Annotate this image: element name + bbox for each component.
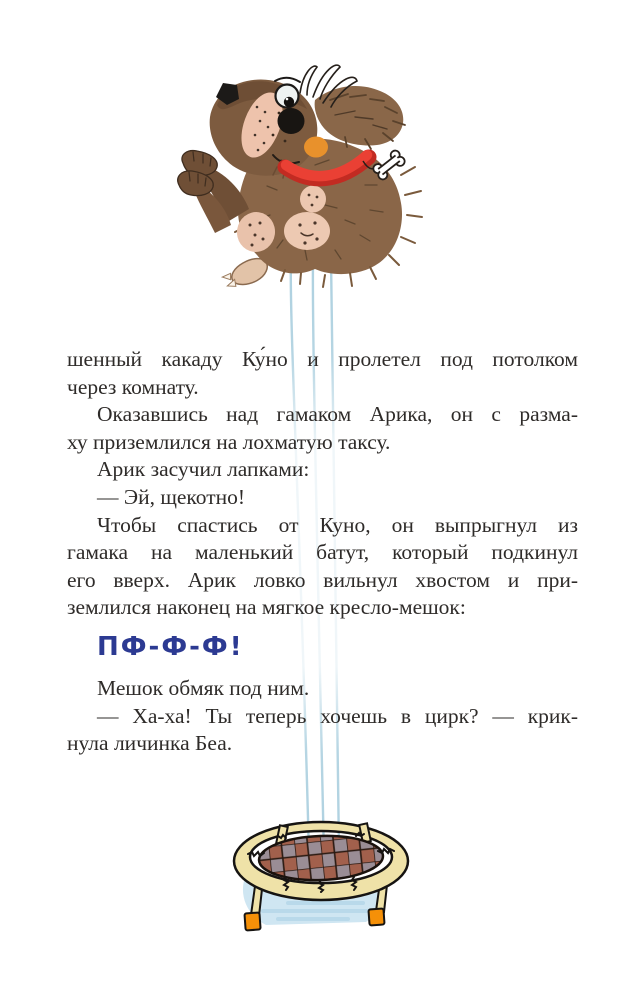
text-line: — Эй, щекотно!	[97, 484, 246, 509]
text-line: Оказавшись над гамаком Арика, он с разма-	[97, 402, 578, 427]
text-line: нула личинка Беа.	[67, 731, 233, 756]
dog-illustration	[165, 55, 475, 360]
text-line: — Ха-ха! Ты теперь хочешь в цирк? — крик-	[97, 703, 578, 728]
text-line: его вверх. Арик ловко вильнул хвостом и при-	[67, 567, 578, 592]
onomatopoeia-text: ПФ-Ф-Ф!	[97, 631, 244, 662]
trampoline-foot	[368, 908, 384, 925]
text-line: Мешок обмяк под ним.	[97, 675, 310, 700]
text-line: землился наконец на мягкое кресло-мешок:	[67, 595, 466, 620]
text-line: Чтобы спастись от Куно, он выпрыгнул из	[97, 512, 578, 537]
text-line: Арик засучил лапками:	[97, 457, 310, 482]
text-line: гамака на маленький батут, который подкинул	[67, 540, 578, 565]
trampoline-foot	[244, 912, 260, 930]
text-line: через комнату.	[67, 374, 199, 399]
text-line: ху приземлился на лохматую таксу.	[67, 429, 391, 454]
story-text	[67, 346, 578, 758]
text-line: шенный какаду Ку́но и пролетел под потолком	[67, 347, 578, 371]
